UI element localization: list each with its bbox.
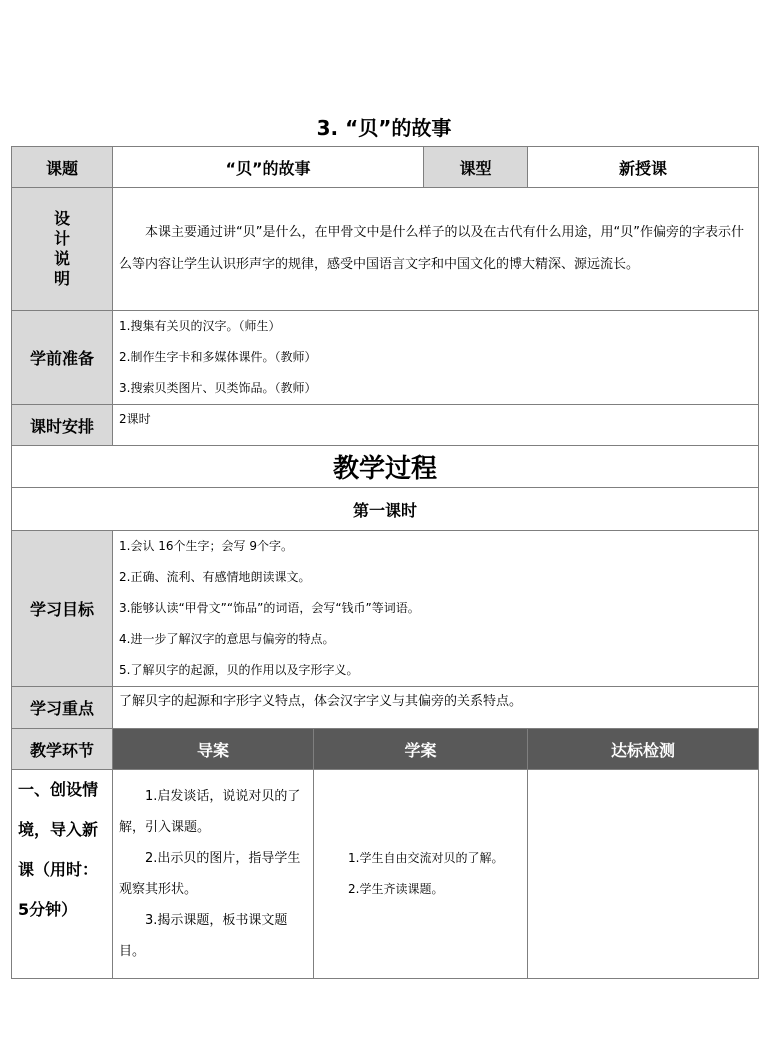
guide-step: 1.启发谈话，说说对贝的了解，引入课题。 xyxy=(119,789,301,835)
guide-step: 3.揭示课题，板书课文题目。 xyxy=(119,913,288,959)
design-label-char: 说 xyxy=(53,249,70,268)
document-title: 3. “贝”的故事 xyxy=(316,116,452,140)
goals-list xyxy=(113,531,759,687)
goals-row xyxy=(12,531,759,687)
stage1-row xyxy=(12,770,759,979)
type-label: 课型 xyxy=(424,147,528,188)
col-guide-header: 导案 xyxy=(113,729,314,770)
study-step: 2.学生齐读课题。 xyxy=(348,882,444,896)
design-label-char: 明 xyxy=(53,269,70,288)
design-text: 本课主要通过讲“贝”是什么，在甲骨文中是什么样子的以及在古代有什么用途，用“贝”作偏旁的字表示什么等内容让学生认识形声字的规律，感受中国语言文字和中国文化的博大精深、源远流长。 xyxy=(113,188,759,311)
process-title: 教学过程 xyxy=(12,446,759,488)
prep-row xyxy=(12,311,759,405)
stage1-guide xyxy=(113,770,314,979)
stage1-study xyxy=(314,770,528,979)
prep-item: 2.制作生字卡和多媒体课件。（教师） xyxy=(119,350,317,364)
col-stage-header: 教学环节 xyxy=(12,729,113,770)
goal-item: 2.正确、流利、有感情地朗读课文。 xyxy=(119,570,311,584)
design-row xyxy=(12,188,759,311)
goal-item: 5.了解贝字的起源，贝的作用以及字形字义。 xyxy=(119,663,359,677)
design-label xyxy=(12,188,113,311)
topic-value: “贝”的故事 xyxy=(113,147,424,188)
schedule-value: 2课时 xyxy=(113,405,759,446)
focus-value: 了解贝字的起源和字形字义特点，体会汉字字义与其偏旁的关系特点。 xyxy=(113,687,759,729)
goal-item: 1.会认 16个生字；会写 9个字。 xyxy=(119,539,293,553)
prep-item: 1.搜集有关贝的汉字。（师生） xyxy=(119,319,281,333)
process-title-row xyxy=(12,446,759,488)
lesson-title: 第一课时 xyxy=(12,488,759,531)
guide-step: 2.出示贝的图片，指导学生观察其形状。 xyxy=(119,851,301,897)
focus-label: 学习重点 xyxy=(12,687,113,729)
col-study-header: 学案 xyxy=(314,729,528,770)
topic-row xyxy=(12,147,759,188)
study-step: 1.学生自由交流对贝的了解。 xyxy=(348,851,504,865)
prep-label: 学前准备 xyxy=(12,311,113,405)
design-label-char: 设 xyxy=(53,209,70,228)
lesson-title-row xyxy=(12,488,759,531)
prep-item: 3.搜索贝类图片、贝类饰品。（教师） xyxy=(119,381,317,395)
schedule-row xyxy=(12,405,759,446)
stage1-check xyxy=(528,770,759,979)
type-value: 新授课 xyxy=(528,147,759,188)
goals-label: 学习目标 xyxy=(12,531,113,687)
goal-item: 3.能够认读“甲骨文”“饰品”的词语，会写“钱币”等词语。 xyxy=(119,601,420,615)
goal-item: 4.进一步了解汉字的意思与偏旁的特点。 xyxy=(119,632,335,646)
schedule-label: 课时安排 xyxy=(12,405,113,446)
lesson-plan-table xyxy=(11,146,759,979)
topic-label: 课题 xyxy=(12,147,113,188)
stage1-name: 一、创设情境，导入新课（用时：5分钟） xyxy=(12,770,113,979)
prep-list xyxy=(113,311,759,405)
col-check-header: 达标检测 xyxy=(528,729,759,770)
design-label-char: 计 xyxy=(53,229,70,248)
column-header-row xyxy=(12,729,759,770)
focus-row xyxy=(12,687,759,729)
